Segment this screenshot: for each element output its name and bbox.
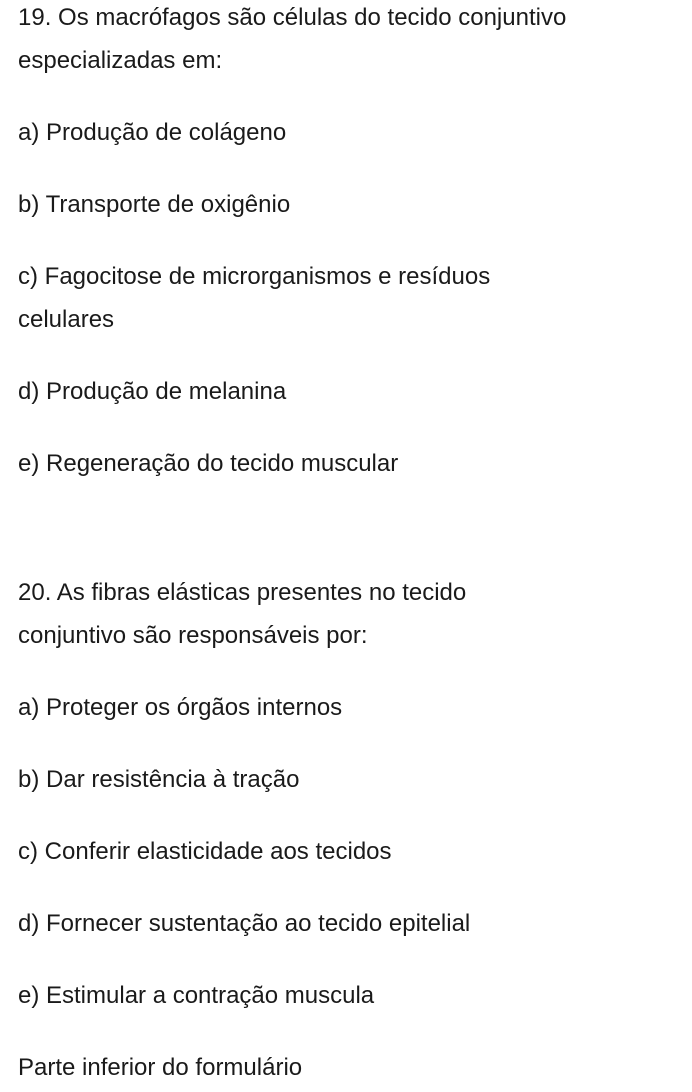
question-19-option-d: d) Produção de melanina bbox=[18, 378, 287, 405]
question-20-stem: 20. As fibras elásticas presentes no tecido conjuntivo são responsáveis por: bbox=[18, 579, 467, 649]
document-page bbox=[18, 0, 678, 1089]
question-20-option-c: c) Conferir elasticidade aos tecidos bbox=[18, 838, 392, 865]
question-20-option-a: a) Proteger os órgãos internos bbox=[18, 694, 343, 721]
question-19-option-b: b) Transporte de oxigênio bbox=[18, 191, 291, 218]
question-19 bbox=[18, 0, 678, 485]
question-spacer bbox=[18, 485, 678, 571]
question-19-stem: 19. Os macrófagos são células do tecido conjuntivo especializadas em: bbox=[18, 4, 567, 74]
question-20-option-e: e) Estimular a contração muscula bbox=[18, 982, 375, 1009]
question-19-option-a: a) Produção de colágeno bbox=[18, 119, 287, 146]
form-bottom-label: Parte inferior do formulário bbox=[18, 1054, 303, 1081]
question-20 bbox=[18, 571, 678, 1017]
question-19-option-c: c) Fagocitose de microrganismos e resíduos celulares bbox=[18, 263, 491, 333]
question-20-option-b: b) Dar resistência à tração bbox=[18, 766, 300, 793]
question-20-option-d: d) Fornecer sustentação ao tecido epitelial bbox=[18, 910, 471, 937]
question-19-option-e: e) Regeneração do tecido muscular bbox=[18, 450, 399, 477]
